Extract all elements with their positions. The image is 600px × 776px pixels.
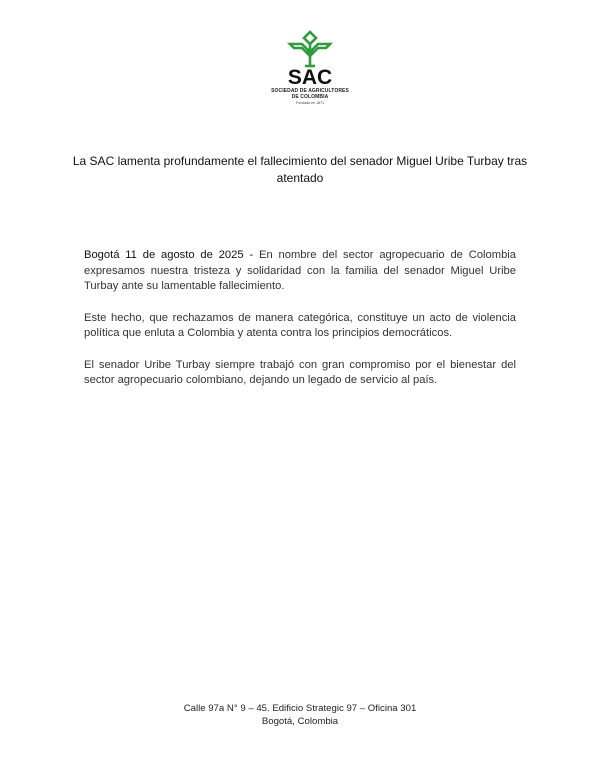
footer-address bbox=[100, 702, 500, 728]
dateline: Bogotá 11 de agosto de 2025 - bbox=[84, 249, 254, 261]
document-body bbox=[84, 248, 516, 405]
document-headline: La SAC lamenta profundamente el fallecimiento del senador Miguel Uribe Turbay tras atentado bbox=[72, 154, 528, 185]
logo-subtitle-line2: DE COLOMBIA bbox=[291, 94, 329, 100]
sac-green-plant-logo-icon bbox=[287, 30, 333, 68]
footer-address-line2: Bogotá, Colombia bbox=[261, 716, 339, 727]
footer-address-line1: Calle 97a N° 9 – 45. Edificio Strategic 97 – Oficina 301 bbox=[183, 703, 417, 714]
paragraph-1-text: En nombre del sector agropecuario de Colombia expresamos nuestra tristeza y solidaridad con la familia del senador Miguel Uribe Turbay ante su lamentable fallecimiento. bbox=[84, 249, 516, 292]
logo-subtitle-line1: SOCIEDAD DE AGRICULTORES bbox=[271, 88, 349, 94]
logo-name: SAC bbox=[287, 66, 333, 89]
paragraph-3: El senador Uribe Turbay siempre trabajó con gran compromiso por el bienestar del sector agropecuario colombiano, dejando un legado de servicio al país. bbox=[84, 358, 516, 386]
sac-logo bbox=[270, 30, 350, 106]
paragraph-1 bbox=[84, 248, 516, 295]
paragraph-2: Este hecho, que rechazamos de manera categórica, constituye un acto de violencia política que enluta a Colombia y atenta contra los principios democráticos. bbox=[84, 311, 516, 339]
logo-founded: Fundada en 1871 bbox=[295, 101, 325, 105]
